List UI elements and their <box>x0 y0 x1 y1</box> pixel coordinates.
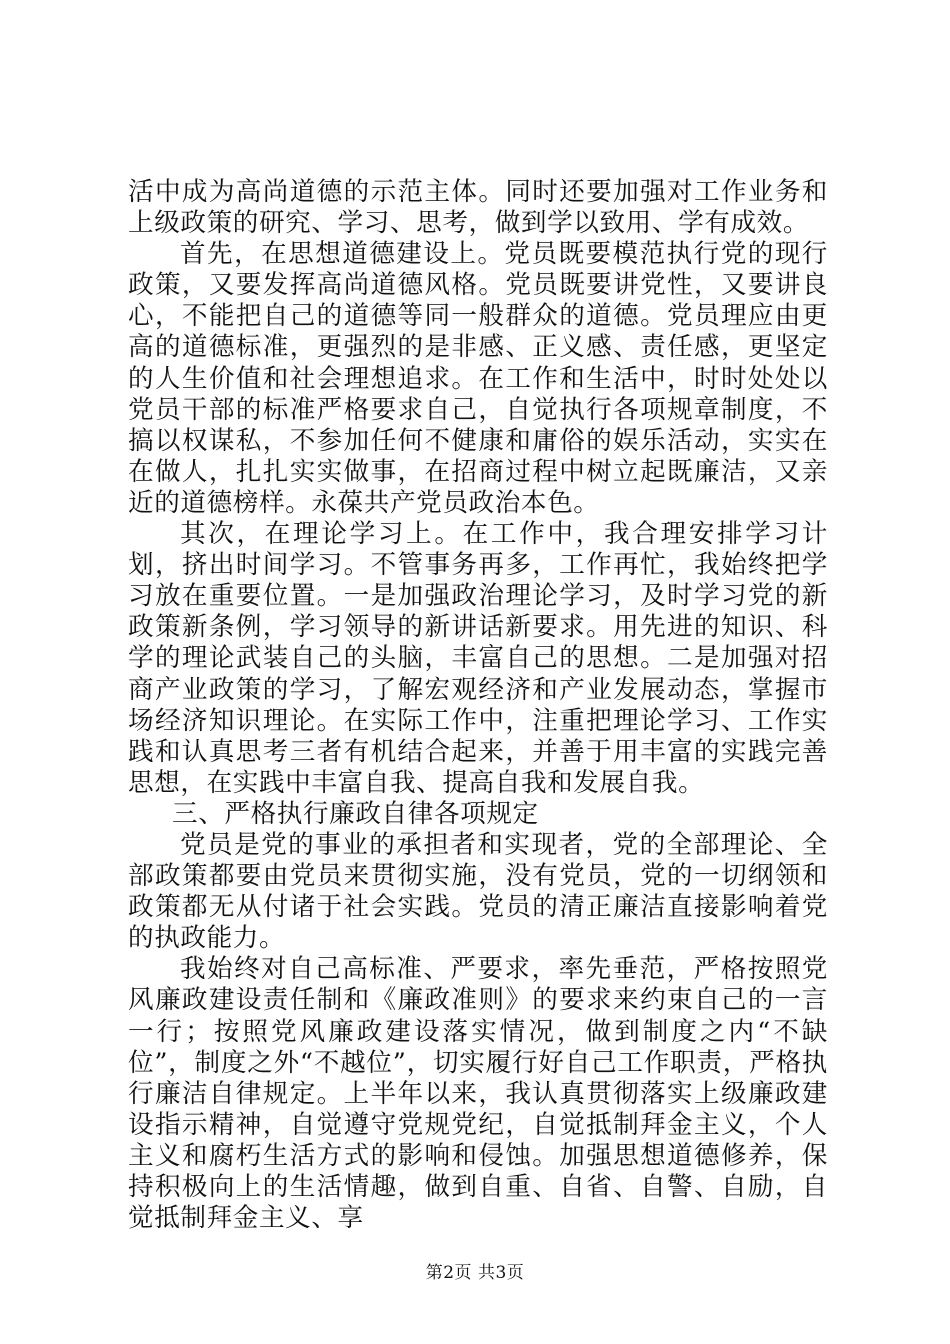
document-body <box>128 177 828 1234</box>
paragraph-continuation: 活中成为高尚道德的示范主体。同时还要加强对工作业务和上级政策的研究、学习、思考，做到学以致用、学有成效。 <box>128 177 828 239</box>
paragraph-self-discipline: 我始终对自己高标准、严要求，率先垂范，严格按照党风廉政建设责任制和《廉政准则》的要求来约束自己的一言一行；按照党风廉政建设落实情况，做到制度之内“不缺位”，制度之外“不越位”，切实履行好自己工作职责，严格执行廉洁自律规定。上半年以来，我认真贯彻落实上级廉政建设指示精神，自觉遵守党规党纪，自觉抵制拜金主义，个人主义和腐朽生活方式的影响和侵蚀。加强思想道德修养，保持积极向上的生活情趣，做到自重、自省、自警、自励，自觉抵制拜金主义、享 <box>128 954 828 1234</box>
page-number-footer: 第2页 共3页 <box>425 1263 525 1283</box>
paragraph-party-members: 党员是党的事业的承担者和实现者，党的全部理论、全部政策都要由党员来贯彻实施，没有党员，党的一切纲领和政策都无从付诸于社会实践。党员的清正廉洁直接影响着党的执政能力。 <box>128 829 828 954</box>
section-heading-integrity: 三、严格执行廉政自律各项规定 <box>172 798 539 829</box>
paragraph-theory-study: 其次，在理论学习上。在工作中，我合理安排学习计划，挤出时间学习。不管事务再多，工作再忙，我始终把学习放在重要位置。一是加强政治理论学习，及时学习党的新政策新条例，学习领导的新讲话新要求。用先进的知识、科学的理论武装自己的头脑，丰富自己的思想。二是加强对招商产业政策的学习，了解宏观经济和产业发展动态，掌握市场经济知识理论。在实际工作中，注重把理论学习、工作实践和认真思考三者有机结合起来，并善于用丰富的实践完善思想，在实践中丰富自我、提高自我和发展自我。 <box>128 519 828 798</box>
paragraph-moral-construction: 首先，在思想道德建设上。党员既要模范执行党的现行政策，又要发挥高尚道德风格。党员既要讲党性，又要讲良心，不能把自己的道德等同一般群众的道德。党员理应由更高的道德标准，更强烈的是非感、正义感、责任感，更坚定的人生价值和社会理想追求。在工作和生活中，时时处处以党员干部的标准严格要求自己，自觉执行各项规章制度，不搞以权谋私，不参加任何不健康和庸俗的娱乐活动，实实在在做人，扎扎实实做事，在招商过程中树立起既廉洁，又亲近的道德榜样。永葆共产党员政治本色。 <box>128 239 828 518</box>
